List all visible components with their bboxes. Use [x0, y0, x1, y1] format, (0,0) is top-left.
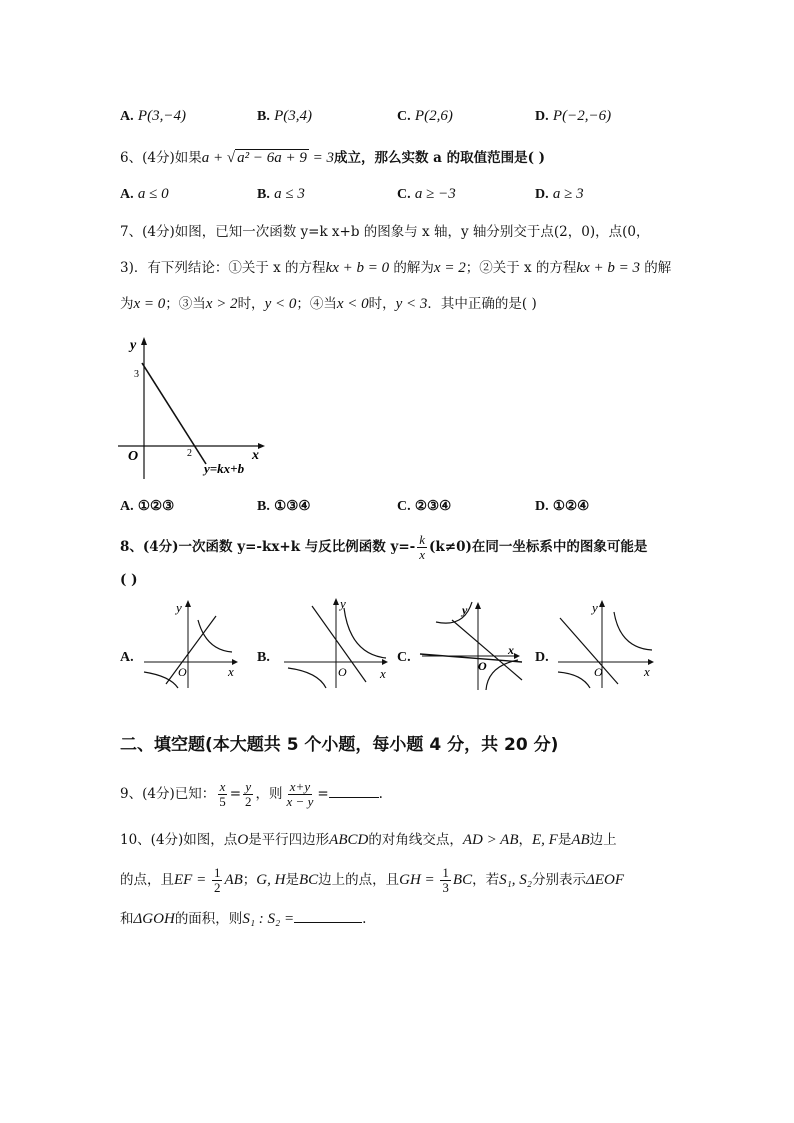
q7-option-b: B. ①③④ — [257, 498, 311, 514]
q10-answer-blank[interactable] — [294, 908, 362, 923]
svg-text:O: O — [178, 665, 187, 679]
q7-line-3: 为x = 0；③当x > 2时，y < 0；④当x < 0时，y < 3．其中正确的是( ) — [120, 296, 537, 312]
q10-line-3: 和ΔGOH的面积，则S₁ : S₂ = . — [120, 908, 366, 929]
svg-text:x: x — [644, 664, 650, 679]
q7-option-d: D. ①②④ — [535, 498, 590, 514]
q7-origin-label: O — [128, 449, 139, 464]
q6-option-c: C. a ≥ −3 — [397, 186, 456, 202]
q6-suffix: 成立，那么实数 a 的取值范围是( ) — [333, 150, 546, 166]
q7-option-a: A. ①②③ — [120, 498, 175, 514]
q8-graph-d — [556, 598, 658, 690]
svg-text:O: O — [594, 665, 603, 679]
q8-option-b-letter: B. — [257, 650, 270, 665]
q8-graph-b — [282, 596, 392, 690]
q8-paren: ( ) — [120, 572, 138, 588]
q8-graph-c — [418, 600, 530, 692]
q8-stem: 8、(4分)一次函数 y=-kx+k 与反比例函数 y=- $\frac{k}{x}$ (k≠0)在同一坐标系中的图象可能是 — [120, 532, 648, 562]
q9-stem: 9、(4分)已知： $\frac{x}{5}$ = $\frac{y}{2}$ ，则 $\frac{x+y}{x - y}$ = . — [120, 779, 383, 809]
q6-expr-sqrt: a² − 6a + 9 — [237, 150, 307, 166]
q8-option-d-letter: D. — [535, 650, 549, 665]
q7-x-arrow — [258, 443, 265, 449]
svg-text:x: x — [380, 666, 386, 681]
q6-expr-eq: = 3 — [308, 150, 334, 166]
q9-answer-blank[interactable] — [329, 783, 379, 798]
svg-text:y: y — [340, 596, 346, 611]
svg-text:y: y — [176, 600, 182, 615]
q6-expr-a: a + — [201, 150, 227, 166]
q6-prefix: 6、(4分)如果 — [120, 150, 202, 166]
svg-text:O: O — [338, 665, 347, 679]
q7-graph — [112, 333, 272, 481]
q7-line-2: 3)．有下列结论：①关于 x 的方程kx + b = 0 的解为x = 2；②关于 x 的方程kx + b = 3 的解 — [120, 260, 672, 276]
q7-y-arrow — [141, 337, 147, 345]
svg-text:x: x — [228, 664, 234, 679]
q8-option-a-letter: A. — [120, 650, 134, 665]
q7-y-tick: 3 — [134, 369, 139, 380]
q7-option-c: C. ②③④ — [397, 498, 452, 514]
q10-line-2: 的点，且EF = $\frac{1}{2}$ AB；G, H是BC边上的点，且GH = $\frac{1}{3}$ BC，若S₁, S₂分别表示ΔEOF — [120, 865, 624, 895]
q5-option-d: D. P(−2,−6) — [535, 108, 612, 124]
q7-line-1: 7、(4分)如图，已知一次函数 y=k x+b 的图象与 x 轴，y 轴分别交于点(2，0)，点(0， — [120, 224, 650, 240]
q7-line-graph — [142, 363, 206, 464]
section-2-title: 二、填空题(本大题共 5 个小题，每小题 4 分，共 20 分) — [120, 735, 559, 755]
svg-text:y: y — [592, 600, 598, 615]
q8-option-c-letter: C. — [397, 650, 411, 665]
q10-line-1: 10、(4分)如图，点O是平行四边形ABCD的对角线交点，AD > AB，E, F是AB边上 — [120, 832, 617, 848]
q8-fraction: $\frac{k}{x}$ — [419, 532, 426, 562]
q5-option-c: C. P(2,6) — [397, 108, 453, 124]
q6-option-b: B. a ≤ 3 — [257, 186, 305, 202]
q7-y-label: y — [130, 338, 137, 353]
q5-option-b: B. P(3,4) — [257, 108, 313, 124]
q7-x-label: x — [252, 448, 259, 463]
svg-text:O: O — [478, 659, 487, 673]
q5-option-a: A. P(3,−4) — [120, 108, 186, 124]
q6-option-d: D. a ≥ 3 — [535, 186, 584, 202]
q6-option-a: A. a ≤ 0 — [120, 186, 169, 202]
q7-line-label: y=kx+b — [204, 461, 245, 476]
svg-text:x: x — [508, 643, 514, 657]
q6-stem: 6、(4分)如果a + √ a² − 6a + 9 = 3成立，那么实数 a 的取值范围是( ) — [120, 150, 546, 166]
svg-text:y: y — [462, 603, 468, 617]
q7-x-tick: 2 — [187, 448, 192, 459]
q8-graph-a — [140, 598, 240, 690]
